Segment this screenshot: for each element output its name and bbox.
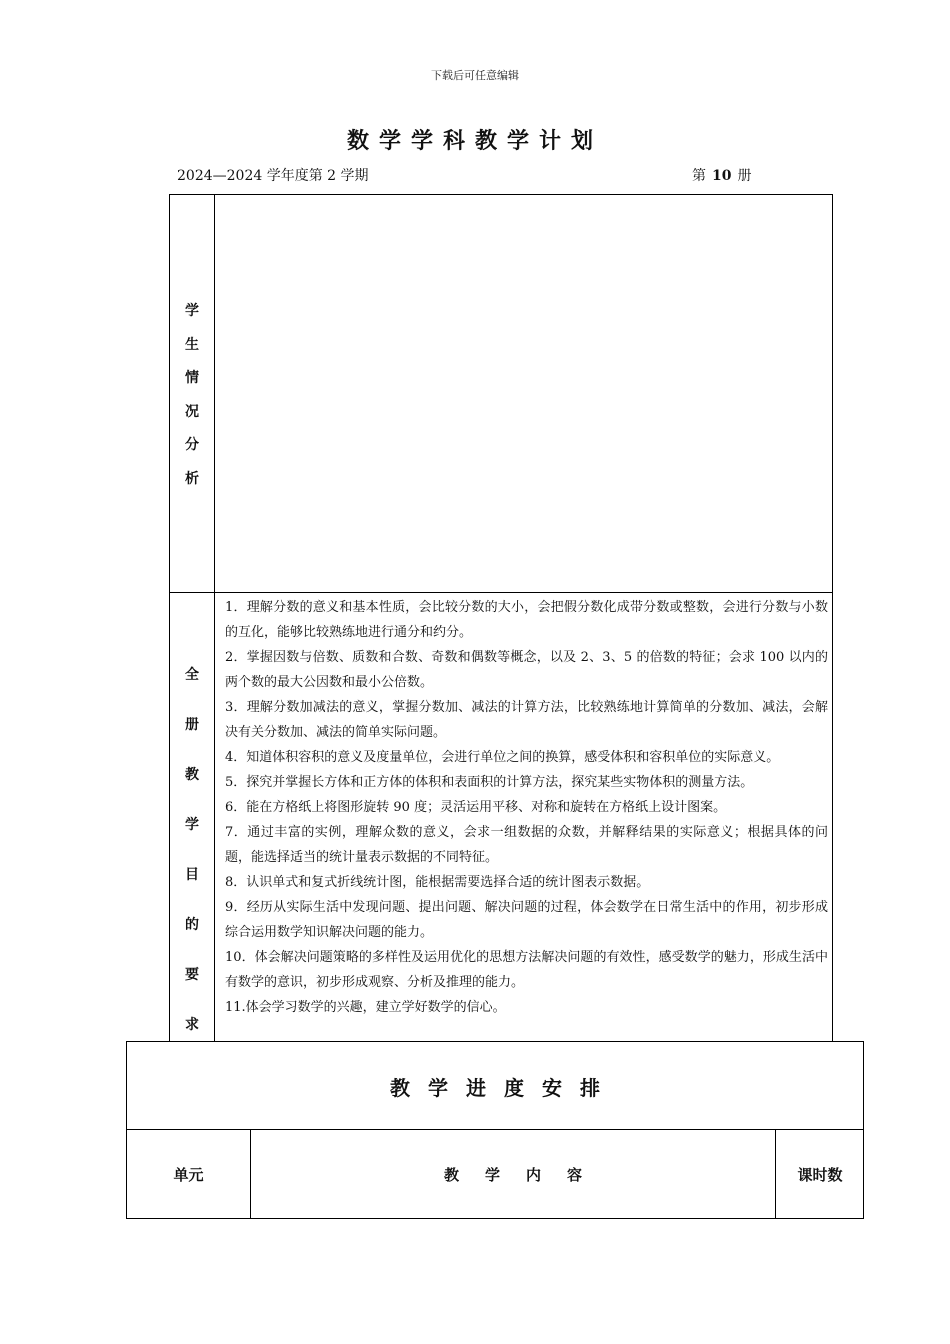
table-column-divider: [214, 195, 215, 1041]
label-char: 要: [185, 967, 199, 983]
column-header-hours: 课时数: [797, 1166, 843, 1184]
label-char: 册: [185, 717, 199, 733]
student-analysis-label: [170, 295, 214, 496]
column-header-content: 教学内容: [443, 1166, 608, 1184]
goal-item: 4．知道体积容积的意义及度量单位，会进行单位之间的换算，感受体积和容积单位的实际意义。: [225, 750, 780, 765]
goals-label: [170, 650, 214, 1050]
goal-item: 7．通过丰富的实例，理解众数的意义，会求一组数据的众数，并解释结果的实际意义；根据具体的问题，能选择适当的统计量表示数据的不同特征。: [225, 825, 828, 865]
plan-table: [169, 194, 833, 1041]
goal-item: 5．探究并掌握长方体和正方体的体积和表面积的计算方法，探究某些实物体积的测量方法。: [225, 775, 754, 790]
schedule-table: [126, 1041, 864, 1219]
label-char: 况: [185, 403, 199, 420]
goal-item: 8．认识单式和复式折线统计图，能根据需要选择合适的统计图表示数据。: [225, 875, 650, 890]
volume-prefix: 第: [692, 168, 706, 184]
label-char: 教: [185, 767, 199, 783]
goal-item: 10．体会解决问题策略的多样性及运用优化的思想方法解决问题的有效性，感受数学的魅力，形成生活中有数学的意识，初步形成观察、分析及推理的能力。: [225, 950, 828, 990]
label-char: 生: [185, 336, 199, 353]
label-char: 学: [185, 817, 199, 833]
label-char: 求: [185, 1017, 199, 1033]
label-char: 全: [185, 667, 199, 683]
volume-suffix: 册: [737, 168, 752, 184]
column-header-unit: 单元: [173, 1166, 204, 1184]
goal-item: 11.体会学习数学的兴趣，建立学好数学的信心。: [225, 1000, 506, 1015]
label-char: 目: [185, 867, 199, 883]
table-row-divider: [127, 1129, 863, 1130]
label-char: 的: [185, 917, 199, 933]
term-line: 2024—2024 学年度第 2 学期: [177, 168, 369, 184]
table-row-divider: [170, 592, 832, 593]
goals-list: [225, 595, 828, 1020]
label-char: 析: [185, 470, 199, 487]
document-title: 数学学科教学计划: [346, 129, 603, 154]
schedule-title: 教学进度安排: [390, 1076, 618, 1100]
label-char: 分: [185, 437, 199, 453]
volume-line: [692, 165, 751, 185]
volume-number: 10: [712, 168, 732, 184]
goal-item: 6．能在方格纸上将图形旋转 90 度；灵活运用平移、对称和旋转在方格纸上设计图案。: [225, 800, 727, 815]
goal-item: 9．经历从实际生活中发现问题、提出问题、解决问题的过程，体会数学在日常生活中的作用，初步形成综合运用数学知识解决问题的能力。: [225, 900, 828, 940]
goal-item: 3．理解分数加减法的意义，掌握分数加、减法的计算方法，比较熟练地计算简单的分数加、减法，会解决有关分数加、减法的简单实际问题。: [225, 700, 828, 740]
label-char: 学: [185, 303, 199, 319]
goal-item: 2．掌握因数与倍数、质数和合数、奇数和偶数等概念，以及 2、3、5 的倍数的特征；会求 100 以内的两个数的最大公因数和最小公倍数。: [225, 650, 828, 690]
label-char: 情: [185, 370, 199, 386]
goal-item: 1．理解分数的意义和基本性质，会比较分数的大小，会把假分数化成带分数或整数，会进行分数与小数的互化，能够比较熟练地进行通分和约分。: [225, 600, 828, 640]
header-note: 下载后可任意编辑: [431, 69, 519, 82]
